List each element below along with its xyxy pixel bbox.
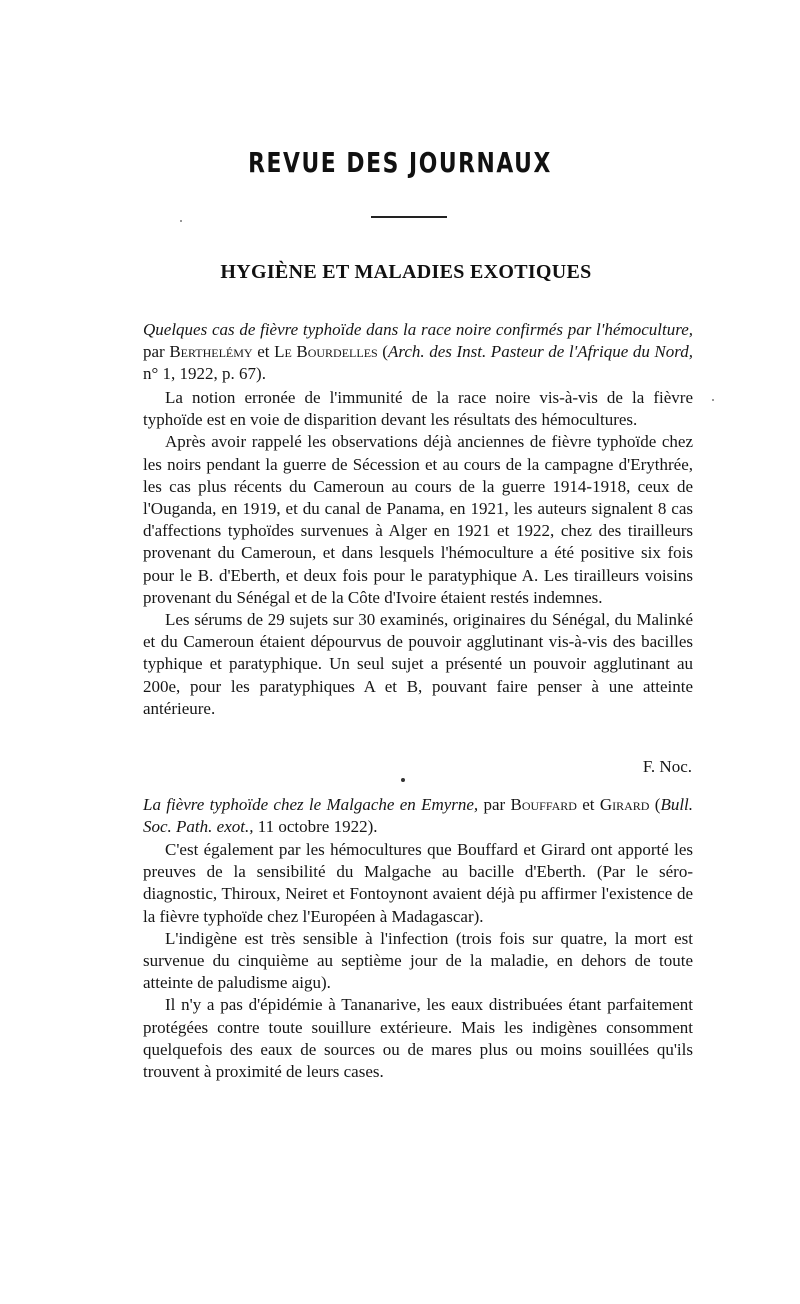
article-2-source-open: ( [654,795,661,814]
article-2-source-rest: 11 octobre 1922). [257,817,378,837]
article-2-source-journal: Bull. Soc. Path. exot., [143,795,694,837]
article-1-paragraph: La notion erronée de l'immunité de la race noire vis-à-vis de la fièvre typhoïde est en voie de disparition devant les résultats des hémocultures. [143,388,693,430]
article-2-author-1: Bouffard [510,795,577,814]
article-1-source-open: ( [382,342,388,362]
separator-dot [401,778,405,782]
article-2-paragraph: Il n'y a pas d'épidémie à Tananarive, les eaux distribuées étant parfaitement protégées contre toute souillure extérieure. Mais les indigènes consomment quelquefois des eaux de sources ou de mares plus ou moins souillées qu'ils trouvent à proximité de leurs cases. [143,995,693,1082]
article-1-paragraph: Après avoir rappelé les observations déjà anciennes de fièvre typhoïde chez les noirs pendant la guerre de Sécession et au cours de la campagne d'Erythrée, les cas plus récents du Cameroun au cours de la guerre 1914-1918, ceux de l'Ouganda, en 1919, et du canal de Panama, en 1921, les auteurs signalent 8 cas d'affections typhoïdes survenues à Alger en 1921 et 1922, chez des tirailleurs provenant du Cameroun, et dans lesquels l'hémoculture a été positive six fois pour le B. d'Eberth, et deux fois pour le paratyphique A. Les tirailleurs voisins provenant du Sénégal et de la Côte d'Ivoire étaient restés indemnes. [143,432,693,607]
article-1-source-rest: n° 1, 1922, p. 67). [143,364,266,384]
article-1-source-journal: Arch. des Inst. Pasteur de l'Afrique du Nord, [387,342,694,362]
article-2-author-2: Girard [599,795,650,814]
article-1-author-1: Berthelémy [169,342,253,362]
article-1-body [143,387,693,720]
article-2-paragraph: L'indigène est très sensible à l'infection (trois fois sur quatre, la mort est survenue du cinquième au septième jour de la maladie, en dehors de toute atteinte de paludisme aigu). [143,928,693,993]
article-2-title: La fièvre typhoïde chez le Malgache en Emyrne, [143,795,479,814]
article-2-by: par [483,795,506,814]
article-1-signature: F. Noc. [642,757,692,776]
article-2-and: et [582,795,595,814]
print-speck [180,220,182,222]
article-1-heading [143,319,693,386]
article-1-paragraph: Les sérums de 29 sujets sur 30 examinés, originaires du Sénégal, du Malinké et du Cameroun étaient dépourvus de pouvoir agglutinant vis-à-vis des bacilles typhique et paratyphique. Un seul sujet a présenté un pouvoir agglutinant au 200e, pour les paratyphiques A et B, pouvant faire penser à une atteinte antérieure. [143,610,693,718]
article-1-title: Quelques cas de fièvre typhoïde dans la race noire confirmés par l'hémoculture, [143,320,693,339]
title-rule [371,216,447,218]
article-2-heading [143,794,693,838]
page-title: REVUE DES JOURNAUX [248,146,552,179]
article-1-by: par [143,342,165,362]
section-title: HYGIÈNE ET MALADIES EXOTIQUES [220,261,592,283]
article-1-and: et [257,342,270,362]
article-2-body [143,839,693,1083]
print-speck [712,399,714,401]
article-2-paragraph: C'est également par les hémocultures que Bouffard et Girard ont apporté les preuves de la sensibilité du Malgache au bacille d'Eberth. (Par le séro-diagnostic, Thiroux, Neiret et Fontoynont avaient déjà pu affirmer l'existence de la fièvre typhoïde chez l'Européen à Madagascar). [143,840,693,926]
article-1-author-2: Le Bourdelles [274,342,378,362]
